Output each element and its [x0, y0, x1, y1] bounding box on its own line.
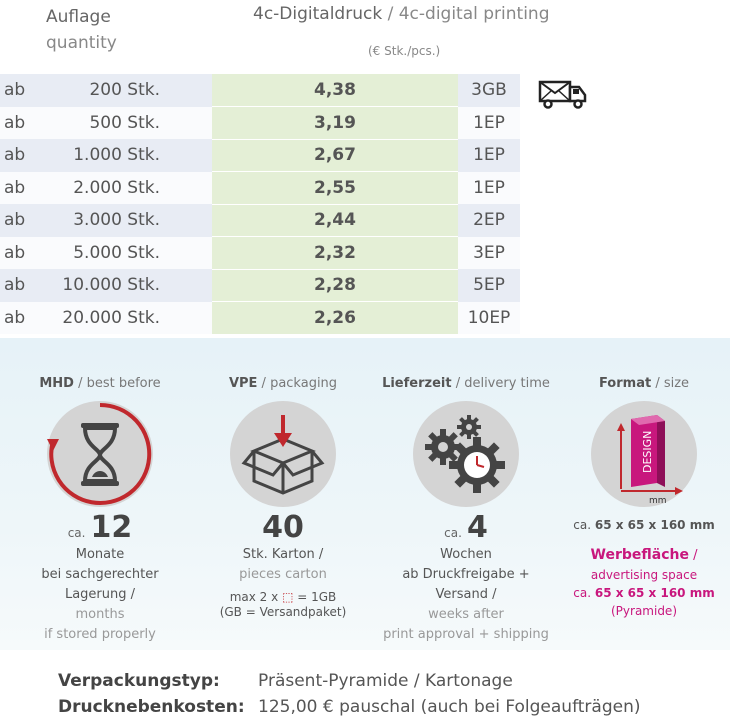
price-prefix: ab	[0, 302, 46, 335]
price-prefix: ab	[0, 172, 46, 205]
price-row	[0, 139, 520, 172]
packaging-column: VPE / packaging 40 Stk. Karton / pieces carton max 2 x ⬚ = 1GB (GB = Versandpaket)	[193, 376, 373, 619]
ad-space-title: Werbefläche	[590, 547, 689, 563]
quantity-header-de: Auflage	[46, 7, 111, 27]
best-before-heading: MHD / best before	[39, 376, 161, 391]
gears-clock-icon	[413, 401, 519, 507]
price-value: 2,28	[212, 269, 458, 302]
price-pack: 1EP	[458, 139, 520, 172]
price-pack: 3EP	[458, 237, 520, 270]
ad-space-size: 65 x 65 x 160 mm	[594, 586, 715, 600]
price-prefix: ab	[0, 237, 46, 270]
print-costs-label: Drucknebenkosten:	[58, 697, 245, 717]
price-row	[0, 269, 520, 302]
delivery-truck-icon	[538, 76, 588, 110]
price-quantity: 500 Stk.	[46, 107, 212, 140]
price-prefix: ab	[0, 107, 46, 140]
price-prefix: ab	[0, 204, 46, 237]
price-quantity: 200 Stk.	[46, 74, 212, 107]
quantity-header-en: quantity	[46, 33, 117, 53]
price-value: 2,44	[212, 204, 458, 237]
price-value: 2,67	[212, 139, 458, 172]
price-value: 4,38	[212, 74, 458, 107]
price-prefix: ab	[0, 139, 46, 172]
packaging-type-label: Verpackungstyp:	[58, 671, 220, 691]
price-pack: 1EP	[458, 107, 520, 140]
price-table	[0, 74, 520, 335]
format-heading: Format / size	[598, 376, 690, 391]
quantity-header	[46, 4, 117, 56]
footer-details	[58, 668, 641, 720]
price-unit: (€ Stk./pcs.)	[368, 44, 441, 58]
price-pack: 1EP	[458, 172, 520, 205]
box-icon	[230, 401, 336, 507]
price-row	[0, 204, 520, 237]
price-prefix: ab	[0, 74, 46, 107]
print-header-en: 4c-digital printing	[398, 4, 550, 24]
price-quantity: 20.000 Stk.	[46, 302, 212, 335]
price-row	[0, 237, 520, 270]
price-prefix: ab	[0, 269, 46, 302]
best-before-value: 12	[90, 510, 133, 545]
price-pack: 2EP	[458, 204, 520, 237]
packaging-value: 40	[262, 510, 304, 545]
price-row	[0, 74, 520, 107]
delivery-heading: Lieferzeit / delivery time	[382, 376, 550, 391]
print-header: 4c-Digitaldruck / 4c-digital printing	[253, 4, 550, 24]
packaging-type-value: Präsent-Pyramide / Kartonage	[258, 671, 513, 691]
price-value: 2,32	[212, 237, 458, 270]
packaging-heading: VPE / packaging	[228, 376, 338, 391]
price-row	[0, 172, 520, 205]
price-quantity: 5.000 Stk.	[46, 237, 212, 270]
svg-text:mm: mm	[649, 496, 667, 506]
price-pack: 3GB	[458, 74, 520, 107]
format-column: Format / size DESIGN mm ca. 65 x 65 x 160 mm Werbefläche / advertising space ca. 65 x 65 x 160 mm (Pyramide)	[554, 376, 730, 620]
price-value: 2,26	[212, 302, 458, 335]
price-quantity: 2.000 Stk.	[46, 172, 212, 205]
price-row	[0, 107, 520, 140]
price-quantity: 1.000 Stk.	[46, 139, 212, 172]
price-value: 3,19	[212, 107, 458, 140]
pyramid-icon	[591, 401, 697, 507]
price-quantity: 10.000 Stk.	[46, 269, 212, 302]
best-before-column: MHD / best before ca. 12 Monate bei sachgerechter Lagerung / months if stored properly	[10, 376, 190, 645]
print-costs-value: 125,00 € pauschal (auch bei Folgeaufträgen)	[258, 697, 641, 717]
format-size: 65 x 65 x 160 mm	[594, 518, 715, 532]
price-pack: 5EP	[458, 269, 520, 302]
price-value: 2,55	[212, 172, 458, 205]
svg-text:DESIGN: DESIGN	[641, 430, 654, 473]
print-header-de: 4c-Digitaldruck	[253, 4, 383, 24]
delivery-value: 4	[466, 510, 488, 545]
price-quantity: 3.000 Stk.	[46, 204, 212, 237]
price-row	[0, 302, 520, 335]
price-pack: 10EP	[458, 302, 520, 335]
hourglass-icon	[47, 401, 153, 507]
small-box-icon: ⬚	[282, 590, 294, 604]
delivery-column: Lieferzeit / delivery time ca. 4 Wochen ab Druckfreigabe + Versand / weeks after print approval + shipping	[376, 376, 556, 645]
